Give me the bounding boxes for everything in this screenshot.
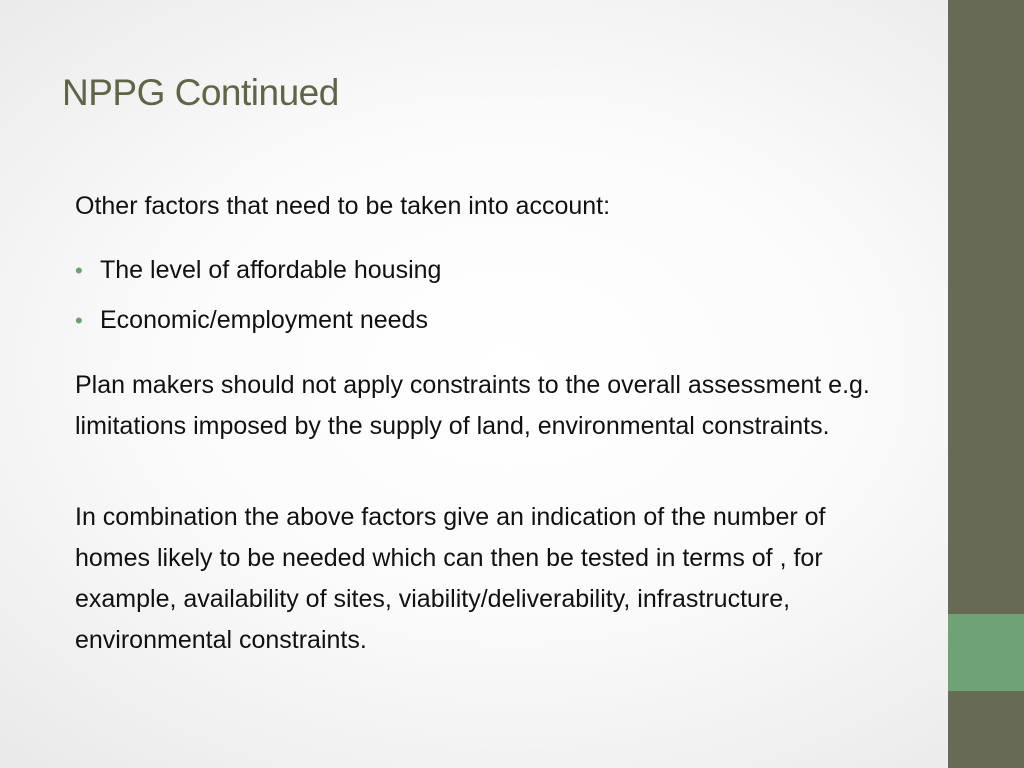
intro-text: Other factors that need to be taken into account: [75,192,611,220]
paragraph-constraints: Plan makers should not apply constraints to the overall assessment e.g. limitations imposed by the supply of land, environmental constraints. [75,371,870,440]
bullet-list [75,250,441,350]
bullet-text: Economic/employment needs [100,306,428,334]
bullet-item [75,300,441,350]
bullet-text: The level of affordable housing [100,256,442,284]
slide-title: NPPG Continued [62,72,339,113]
bullet-dot-icon: • [75,258,83,283]
bullet-item [75,250,441,300]
bullet-dot-icon: • [75,308,83,333]
decorative-sidebar [948,0,1024,768]
sidebar-accent-block [948,614,1024,691]
paragraph-combination: In combination the above factors give an indication of the number of homes likely to be needed which can then be tested in terms of , for example, availability of sites, viability/deliverability, infrastructure, environmental constraints. [75,503,826,654]
